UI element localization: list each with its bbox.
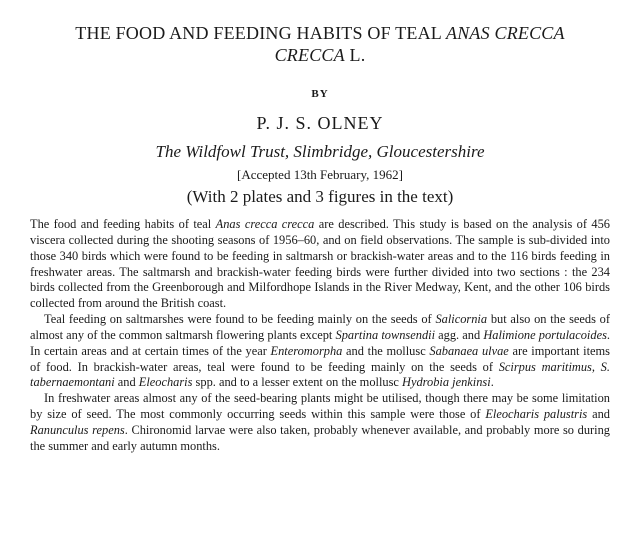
abstract-italic: Scirpus maritimus, S. tabernaemontani bbox=[30, 359, 610, 390]
author-name: P. J. S. OLNEY bbox=[256, 113, 384, 133]
abstract-italic: Hydrobia jenkinsi bbox=[402, 375, 491, 390]
abstract-text: but also on the seeds of almost any of the common saltmarsh flowering plants except bbox=[30, 312, 610, 342]
abstract-paragraph bbox=[30, 391, 610, 454]
abstract-text: and bbox=[587, 407, 610, 422]
abstract-text: and the mollusc bbox=[342, 343, 430, 358]
abstract-text: Teal feeding on saltmarshes were found to be feeding mainly on the seeds of bbox=[44, 312, 436, 327]
plates-note: (With 2 plates and 3 figures in the text) bbox=[186, 187, 454, 206]
abstract-text: The food and feeding habits of teal bbox=[30, 217, 216, 231]
abstract-text: . Chironomid larvae were also taken, probably whenever available, and probably more so during the summer and early autumn months. bbox=[30, 422, 610, 453]
abstract-italic: Halimione portulacoides bbox=[483, 327, 607, 342]
title-text-1: THE FOOD AND FEEDING HABITS OF TEAL bbox=[75, 23, 446, 43]
abstract-text: agg. and bbox=[435, 327, 484, 342]
abstract-text: are described. This study is based on the analysis of 456 viscera collected during the shooting seasons of 1956–60, and on field observations. The sample is sub-divided into those 340 birds which were found to be feeding in saltmarsh or brackish-water areas and to the 116 birds feeding in freshwater areas. The saltmarsh and brackish-water feeding birds were further divided into two sections : the 234 birds collected from the Greenborough and Milfordhope Islands in the River Medway, Kent, and the other 106 birds collected from around the British coast. bbox=[30, 217, 610, 311]
abstract-text: and bbox=[114, 375, 139, 390]
by-line: BY bbox=[311, 88, 329, 100]
abstract-italic: Enteromorpha bbox=[270, 343, 343, 358]
accepted-date: [Accepted 13th February, 1962] bbox=[237, 167, 403, 182]
abstract-italic: Spartina townsendii bbox=[335, 327, 436, 342]
abstract-text: . bbox=[490, 375, 494, 390]
abstract-text: . In certain areas and at certain times of the year bbox=[30, 327, 611, 358]
abstract-text: are important items of food. In brackish-water areas, teal were found to be feeding mainly on the seeds of bbox=[30, 343, 610, 374]
abstract-italic: Eleocharis bbox=[138, 375, 193, 390]
abstract-paragraph bbox=[30, 217, 610, 312]
abstract bbox=[30, 217, 610, 455]
abstract-italic: Ranunculus repens bbox=[30, 422, 125, 437]
abstract-italic: Eleocharis palustris bbox=[485, 407, 588, 422]
title-italic-1: ANAS CRECCA bbox=[446, 23, 565, 43]
author-affiliation: The Wildfowl Trust, Slimbridge, Gloucestershire bbox=[155, 142, 485, 161]
title-text-2: L. bbox=[344, 45, 366, 65]
abstract-italic: Sabanaea ulvae bbox=[429, 343, 509, 358]
abstract-text: spp. and to a lesser extent on the mollusc bbox=[192, 375, 403, 390]
abstract-italic: Anas crecca crecca bbox=[215, 217, 315, 231]
abstract-paragraph bbox=[30, 312, 610, 391]
abstract-text: In freshwater areas almost any of the seed-bearing plants might be utilised, though there may be some limitation by size of seed. The most commonly occurring seeds within this sample were those of bbox=[30, 391, 610, 422]
paper-title bbox=[30, 22, 610, 66]
abstract-italic: Salicornia bbox=[435, 312, 488, 327]
title-italic-2: CRECCA bbox=[274, 45, 345, 65]
